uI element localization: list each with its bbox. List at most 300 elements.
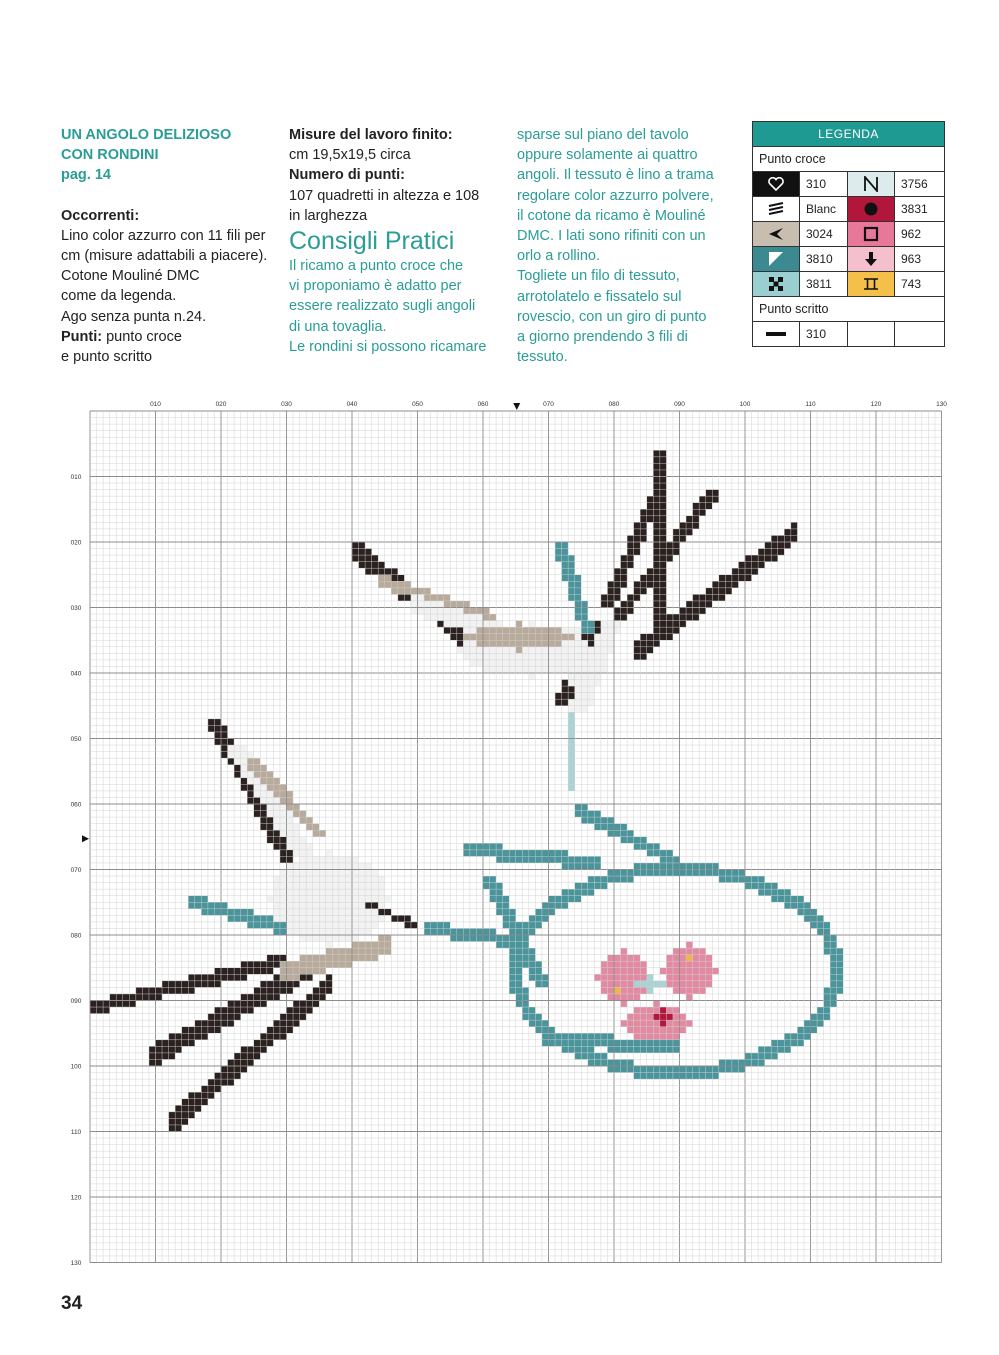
stitch-cell <box>614 1059 621 1066</box>
legend-code: 310 <box>800 172 848 196</box>
stitch-cell <box>490 666 497 673</box>
stitch-cell <box>797 1033 804 1040</box>
stitch-cell <box>640 863 647 870</box>
stitch-cell <box>824 994 831 1001</box>
stitch-cell <box>293 876 300 883</box>
stitch-cell <box>188 1040 195 1047</box>
stitch-cell <box>673 1066 680 1073</box>
stitch-cell <box>490 653 497 660</box>
stitch-cell <box>365 922 372 929</box>
stitch-cell <box>241 1066 248 1073</box>
stitch-cell <box>509 856 516 863</box>
stitch-cell <box>699 870 706 877</box>
stitch-cell <box>601 660 608 667</box>
stitch-cell <box>758 889 765 896</box>
stitch-cell <box>332 883 339 890</box>
stitch-cell <box>706 594 713 601</box>
stitch-cell <box>509 647 516 654</box>
stitch-cell <box>575 588 582 595</box>
stitch-cell <box>640 1020 647 1027</box>
stitch-cell <box>345 915 352 922</box>
stitch-cell <box>476 640 483 647</box>
stitch-cell <box>621 568 628 575</box>
stitch-cell <box>686 1073 693 1080</box>
stitch-cell <box>287 791 294 798</box>
tips-line: Togliete un filo di tessuto, <box>517 268 680 285</box>
stitch-cell <box>450 928 457 935</box>
stitch-cell <box>293 811 300 818</box>
stitch-cell <box>339 948 346 955</box>
stitch-cell <box>621 562 628 569</box>
stitch-cell <box>359 955 366 962</box>
stitch-cell <box>738 876 745 883</box>
stitch-cell <box>372 942 379 949</box>
stitch-cell <box>634 870 641 877</box>
stitch-cell <box>522 1014 529 1021</box>
stitch-cell <box>549 653 556 660</box>
stitch-cell <box>372 948 379 955</box>
stitch-cell <box>653 509 660 516</box>
stitch-cell <box>686 601 693 608</box>
stitch-cell <box>542 627 549 634</box>
stitch-cell <box>660 1033 667 1040</box>
stitch-cell <box>575 647 582 654</box>
stitch-cell <box>653 981 660 988</box>
stitch-cell <box>542 666 549 673</box>
stitch-cell <box>267 778 274 785</box>
stitch-cell <box>431 922 438 929</box>
stitch-cell <box>313 824 320 831</box>
stitch-cell <box>653 1066 660 1073</box>
stitch-cell <box>188 1027 195 1034</box>
stitch-cell <box>562 562 569 569</box>
stitch-cell <box>385 909 392 916</box>
stitch-cell <box>542 634 549 641</box>
stitch-cell <box>653 549 660 556</box>
y-tick-label: 030 <box>70 604 82 612</box>
stitch-cell <box>188 1099 195 1106</box>
stitch-cell <box>647 987 654 994</box>
stitch-cell <box>490 850 497 857</box>
stitch-cell <box>254 987 261 994</box>
stitch-cell <box>817 1020 824 1027</box>
stitch-cell <box>686 955 693 962</box>
stitch-cell <box>778 535 785 542</box>
stitch-cell <box>319 928 326 935</box>
stitch-cell <box>326 850 333 857</box>
stitch-cell <box>640 529 647 536</box>
stitch-cell <box>568 745 575 752</box>
stitch-cell <box>693 870 700 877</box>
stitch-cell <box>529 647 536 654</box>
stitch-cell <box>673 1040 680 1047</box>
stitch-cell <box>699 955 706 962</box>
stitch-cell <box>241 915 248 922</box>
stitch-cell <box>627 535 634 542</box>
stitch-cell <box>797 902 804 909</box>
stitch-cell <box>621 581 628 588</box>
stitch-cell <box>621 948 628 955</box>
stitch-cell <box>221 1020 228 1027</box>
stripes-icon <box>753 197 800 221</box>
stitch-cell <box>306 968 313 975</box>
stitch-cell <box>332 961 339 968</box>
stitch-cell <box>221 739 228 746</box>
stitch-cell <box>660 581 667 588</box>
stitch-cell <box>424 588 431 595</box>
stitch-cell <box>267 922 274 929</box>
chart-grid <box>90 411 942 1263</box>
stitch-cell <box>260 994 267 1001</box>
stitch-cell <box>575 811 582 818</box>
stitch-cell <box>791 896 798 903</box>
stitch-cell <box>588 634 595 641</box>
stitch-cell <box>306 896 313 903</box>
stitch-cell <box>313 987 320 994</box>
stitch-cell <box>732 870 739 877</box>
stitch-cell <box>352 955 359 962</box>
stitch-cell <box>378 883 385 890</box>
stitch-cell <box>568 765 575 772</box>
stitch-cell <box>535 647 542 654</box>
stitch-cell <box>706 870 713 877</box>
stitch-cell <box>267 968 274 975</box>
stitch-cell <box>254 968 261 975</box>
stitch-cell <box>359 542 366 549</box>
stitch-cell <box>267 791 274 798</box>
legend-section-cross: Punto croce <box>753 146 944 171</box>
stitch-cell <box>516 621 523 628</box>
stitch-cell <box>607 955 614 962</box>
stitch-cell <box>483 621 490 628</box>
stitch-cell <box>535 981 542 988</box>
stitch-cell <box>372 922 379 929</box>
stitch-cell <box>162 1040 169 1047</box>
stitch-cell <box>247 778 254 785</box>
stitch-cell <box>228 1079 235 1086</box>
stitch-cell <box>666 856 673 863</box>
stitch-cell <box>653 1027 660 1034</box>
stitch-cell <box>660 614 667 621</box>
stitch-cell <box>365 876 372 883</box>
stitch-cell <box>254 994 261 1001</box>
stitch-cell <box>680 987 687 994</box>
stitch-cell <box>686 1066 693 1073</box>
stitch-cell <box>535 915 542 922</box>
stitch-cell <box>280 791 287 798</box>
stitch-cell <box>300 935 307 942</box>
stitch-cell <box>293 981 300 988</box>
stitch-cell <box>562 666 569 673</box>
stitch-cell <box>647 1014 654 1021</box>
stitch-cell <box>719 870 726 877</box>
stitch-cell <box>575 883 582 890</box>
stitch-cell <box>614 968 621 975</box>
stitch-cell <box>332 863 339 870</box>
stitch-cell <box>313 994 320 1001</box>
stitch-cell <box>601 666 608 673</box>
stitch-cell <box>562 542 569 549</box>
stitch-cell <box>372 955 379 962</box>
stitch-cell <box>673 621 680 628</box>
stitch-cell <box>535 974 542 981</box>
stitch-cell <box>273 955 280 962</box>
stitch-cell <box>470 843 477 850</box>
stitch-cell <box>267 817 274 824</box>
stitch-cell <box>758 883 765 890</box>
stitch-cell <box>516 634 523 641</box>
stitch-cell <box>640 968 647 975</box>
stitch-cell <box>824 1007 831 1014</box>
stitch-cell <box>542 647 549 654</box>
stitch-cell <box>680 968 687 975</box>
stitch-cell <box>621 837 628 844</box>
stitch-cell <box>621 987 628 994</box>
stitch-cell <box>509 961 516 968</box>
stitch-cell <box>496 627 503 634</box>
stitch-cell <box>496 621 503 628</box>
stitch-cell <box>457 928 464 935</box>
stitch-cell <box>562 634 569 641</box>
stitch-cell <box>594 824 601 831</box>
stitch-cell <box>293 961 300 968</box>
stitch-cell <box>647 509 654 516</box>
stitch-cell <box>653 450 660 457</box>
stitch-cell <box>607 968 614 975</box>
y-tick-label: 100 <box>70 1063 82 1071</box>
stitch-cell <box>614 588 621 595</box>
stitch-cell <box>555 699 562 706</box>
stitch-cell <box>627 608 634 615</box>
stitch-cell <box>542 653 549 660</box>
stitch-cell <box>594 660 601 667</box>
stitch-cell <box>588 1033 595 1040</box>
stitch-cell <box>241 974 248 981</box>
stitch-cell <box>339 863 346 870</box>
stitch-cell <box>568 732 575 739</box>
stitch-cell <box>260 915 267 922</box>
stitch-cell <box>581 673 588 680</box>
stitch-cell <box>666 1066 673 1073</box>
stitch-cell <box>686 614 693 621</box>
stitch-cell <box>450 634 457 641</box>
stitch-cell <box>509 981 516 988</box>
stitch-cell <box>562 680 569 687</box>
legend-row-backstitch <box>753 321 944 346</box>
stitch-cell <box>601 653 608 660</box>
stitch-cell <box>293 896 300 903</box>
stitch-cell <box>306 1007 313 1014</box>
stitch-cell <box>627 555 634 562</box>
stitch-cell <box>647 870 654 877</box>
stitch-cell <box>359 942 366 949</box>
stitch-cell <box>293 902 300 909</box>
stitch-cell <box>228 745 235 752</box>
stitch-cell <box>621 824 628 831</box>
stitch-cell <box>490 621 497 628</box>
stitch-cell <box>228 739 235 746</box>
stitch-cell <box>765 1053 772 1060</box>
stitch-cell <box>575 804 582 811</box>
stitch-cell <box>686 948 693 955</box>
stitch-cell <box>470 935 477 942</box>
stitch-cell <box>490 660 497 667</box>
stitch-cell <box>490 876 497 883</box>
stitch-cell <box>640 581 647 588</box>
stitch-cell <box>293 804 300 811</box>
stitch-cell <box>601 647 608 654</box>
stitch-cell <box>594 627 601 634</box>
stitch-cell <box>575 1033 582 1040</box>
stitch-cell <box>529 856 536 863</box>
stitch-cell <box>621 968 628 975</box>
stitch-cell <box>804 1020 811 1027</box>
y-tick-label: 010 <box>70 473 82 481</box>
stitch-cell <box>673 987 680 994</box>
stitch-cell <box>699 608 706 615</box>
stitch-cell <box>201 1033 208 1040</box>
stitch-cell <box>673 863 680 870</box>
stitch-cell <box>457 627 464 634</box>
tips-line: oppure solamente ai quattro <box>517 147 698 164</box>
stitch-cell <box>241 745 248 752</box>
n-letter-icon <box>848 172 895 196</box>
stitch-cell <box>562 850 569 857</box>
stitch-cell <box>535 640 542 647</box>
stitch-cell <box>234 915 241 922</box>
stitch-cell <box>457 935 464 942</box>
stitch-cell <box>594 974 601 981</box>
stitch-cell <box>156 1046 163 1053</box>
stitch-cell <box>647 1073 654 1080</box>
stitch-cell <box>319 935 326 942</box>
stitch-cell <box>673 614 680 621</box>
stitch-cell <box>372 870 379 877</box>
stitch-cell <box>365 915 372 922</box>
stitch-cell <box>345 935 352 942</box>
stitch-cell <box>581 1046 588 1053</box>
stitch-cell <box>614 1046 621 1053</box>
stitch-cell <box>293 837 300 844</box>
stitch-cell <box>549 634 556 641</box>
checker-icon <box>753 272 800 296</box>
stitch-cell <box>745 1053 752 1060</box>
stitch-cell <box>280 811 287 818</box>
stitch-cell <box>247 758 254 765</box>
stitch-cell <box>706 1066 713 1073</box>
stitch-cell <box>273 883 280 890</box>
stitch-cell <box>404 922 411 929</box>
stitch-cell <box>621 1046 628 1053</box>
stitch-cell <box>306 909 313 916</box>
stitch-cell <box>535 634 542 641</box>
stitch-cell <box>365 549 372 556</box>
stitch-cell <box>306 902 313 909</box>
stitch-cell <box>529 968 536 975</box>
stitch-cell <box>313 922 320 929</box>
stitch-cell <box>516 640 523 647</box>
x-tick-label: 080 <box>608 401 620 408</box>
stitch-cell <box>824 922 831 929</box>
stitch-cell <box>706 974 713 981</box>
stitch-cell <box>529 922 536 929</box>
stitch-cell <box>254 1001 261 1008</box>
stitch-cell <box>326 902 333 909</box>
stitch-cell <box>509 653 516 660</box>
stitch-cell <box>319 994 326 1001</box>
stitch-cell <box>300 883 307 890</box>
stitch-cell <box>568 555 575 562</box>
stitch-cell <box>110 994 117 1001</box>
stitch-cell <box>660 555 667 562</box>
stitch-cell <box>738 1066 745 1073</box>
stitch-cell <box>424 601 431 608</box>
y-tick-label: 090 <box>70 997 82 1005</box>
stitch-cell <box>699 594 706 601</box>
stitch-cell <box>280 1014 287 1021</box>
stitch-cell <box>424 594 431 601</box>
stitch-cell <box>503 634 510 641</box>
stitches-line-2: e punto scritto <box>61 349 153 366</box>
stitch-cell <box>372 896 379 903</box>
stitch-cell <box>607 601 614 608</box>
stitch-cell <box>208 974 215 981</box>
stitch-cell <box>640 987 647 994</box>
stitch-cell <box>293 909 300 916</box>
stitch-cell <box>653 1001 660 1008</box>
stitch-cell <box>359 902 366 909</box>
stitch-cell <box>483 653 490 660</box>
stitch-cell <box>287 856 294 863</box>
legend-row <box>753 246 944 271</box>
stitch-cell <box>719 575 726 582</box>
stitch-cell <box>581 634 588 641</box>
stitch-cell <box>653 496 660 503</box>
stitch-cell <box>221 1073 228 1080</box>
legend-code: 3831 <box>901 202 928 216</box>
y-tick-label: 060 <box>70 801 82 809</box>
stitch-cell <box>162 1053 169 1060</box>
tips-line: il cotone da ricamo è Mouliné <box>517 207 706 224</box>
stitch-cell <box>267 896 274 903</box>
stitch-cell <box>398 594 405 601</box>
stitch-cell <box>431 601 438 608</box>
stitch-cell <box>588 680 595 687</box>
stitch-cell <box>660 509 667 516</box>
stitch-cell <box>653 1014 660 1021</box>
stitch-cell <box>680 863 687 870</box>
stitch-cell <box>516 666 523 673</box>
stitch-cell <box>653 562 660 569</box>
stitch-cell <box>693 955 700 962</box>
stitch-cell <box>660 568 667 575</box>
stitch-cell <box>313 1001 320 1008</box>
stitch-cell <box>378 889 385 896</box>
stitch-cell <box>614 608 621 615</box>
stitch-cell <box>182 1027 189 1034</box>
stitch-cell <box>699 1066 706 1073</box>
stitch-cell <box>817 915 824 922</box>
stitch-cell <box>542 915 549 922</box>
stitch-cell <box>797 896 804 903</box>
stitch-cell <box>241 752 248 759</box>
stitch-cell <box>267 824 274 831</box>
stitch-cell <box>745 1059 752 1066</box>
center-marker-top <box>513 403 520 410</box>
stitch-cell <box>287 889 294 896</box>
stitch-cell <box>234 974 241 981</box>
stitch-cell <box>738 568 745 575</box>
